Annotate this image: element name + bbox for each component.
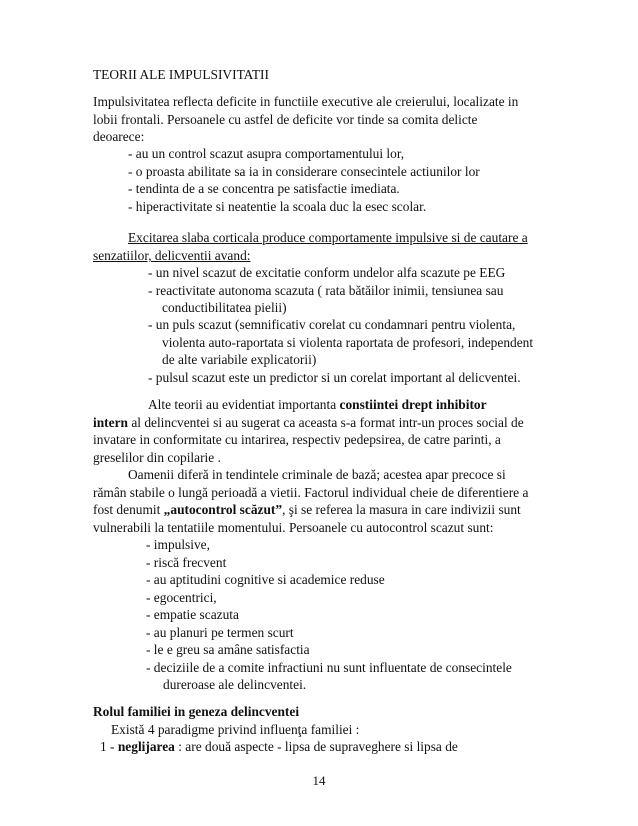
paragraph-line: Alte teorii au evidentiat importanta constiintei drept inhibitor <box>148 397 487 412</box>
paragraph-line: rămân stabile o lungă perioadă a vietii. Factorul individual cheie de diferentiere a <box>93 485 529 500</box>
list-item: - deciziile de a comite infractiuni nu sunt influentate de consecintele <box>146 660 512 675</box>
paragraph-line: Există 4 paradigme privind influenţa familiei : <box>111 722 360 737</box>
list-item: - riscă frecvent <box>146 555 227 570</box>
list-item: - hiperactivitate si neatentie la scoala duc la esec scolar. <box>128 199 427 214</box>
paragraph-line: greselilor din copilarie . <box>93 450 221 465</box>
list-item: - reactivitate autonoma scazuta ( rata bătăilor inimii, tensiunea sau <box>148 283 504 298</box>
paragraph-line: 1 - neglijarea : are două aspecte - lipsa de supraveghere si lipsa de <box>100 739 458 754</box>
list-item-continuation: violenta auto-raportata si violenta raportata de profesori, independent <box>162 335 534 350</box>
paragraph-line: Impulsivitatea reflecta deficite in functiile executive ale creierului, localizate in <box>93 94 519 109</box>
paragraph-line: invatare in conformitate cu intarirea, respectiv pedepsirea, de catre parinti, a <box>93 432 501 447</box>
list-item: - empatie scazuta <box>146 607 239 622</box>
bold-term: intern <box>93 415 128 430</box>
page-number: 14 <box>312 773 326 788</box>
list-item: - au un control scazut asupra comportamentului lor, <box>128 146 405 161</box>
subsection-heading: Rolul familiei in geneza delincventei <box>93 704 300 719</box>
paragraph-line: deoarece: <box>93 129 145 144</box>
list-item: - egocentrici, <box>146 590 217 605</box>
list-item: - le e greu sa amâne satisfactia <box>146 642 310 657</box>
list-item: - au aptitudini cognitive si academice reduse <box>146 572 385 587</box>
list-item: - pulsul scazut este un predictor si un corelat important al delicventei. <box>148 370 521 385</box>
list-item: - o proasta abilitate sa ia in considerare consecintele actiunilor lor <box>128 164 480 179</box>
bold-term: neglijarea <box>117 739 175 754</box>
paragraph-line: fost denumit „autocontrol scăzut”, şi se referea la masura in care indivizii sunt <box>93 502 521 517</box>
list-item-continuation: conductibilitatea pielii) <box>162 300 287 315</box>
list-item: - tendinta de a se concentra pe satisfactie imediata. <box>128 181 400 196</box>
list-item: - un nivel scazut de excitatie conform undelor alfa scazute pe EEG <box>148 265 506 280</box>
list-item: - au planuri pe termen scurt <box>146 625 294 640</box>
list-item-continuation: dureroase ale delincventei. <box>163 677 307 692</box>
underlined-paragraph-line: senzatiilor, delicventii avand: <box>93 248 251 263</box>
section-heading: TEORII ALE IMPULSIVITATII <box>93 67 269 82</box>
paragraph-line: Oamenii diferă in tendintele criminale de bază; acestea apar precoce si <box>128 467 506 482</box>
bold-term: constiintei drept inhibitor <box>339 397 487 412</box>
paragraph-line: intern al delincventei si au sugerat ca aceasta s-a format intr-un proces social de <box>93 415 524 430</box>
paragraph-line: vulnerabili la tentatiile momentului. Persoanele cu autocontrol scazut sunt: <box>93 520 494 535</box>
underlined-paragraph-line: Excitarea slaba corticala produce comportamente impulsive si de cautare a <box>128 230 528 245</box>
bold-term: „autocontrol scăzut” <box>163 502 283 517</box>
list-item-continuation: de alte variabile explicatorii) <box>162 352 317 367</box>
paragraph-line: lobii frontali. Persoanele cu astfel de deficite vor tinde sa comita delicte <box>93 112 478 127</box>
list-item: - un puls scazut (semnificativ corelat cu condamnari pentru violenta, <box>148 317 516 332</box>
list-item: - impulsive, <box>146 537 210 552</box>
